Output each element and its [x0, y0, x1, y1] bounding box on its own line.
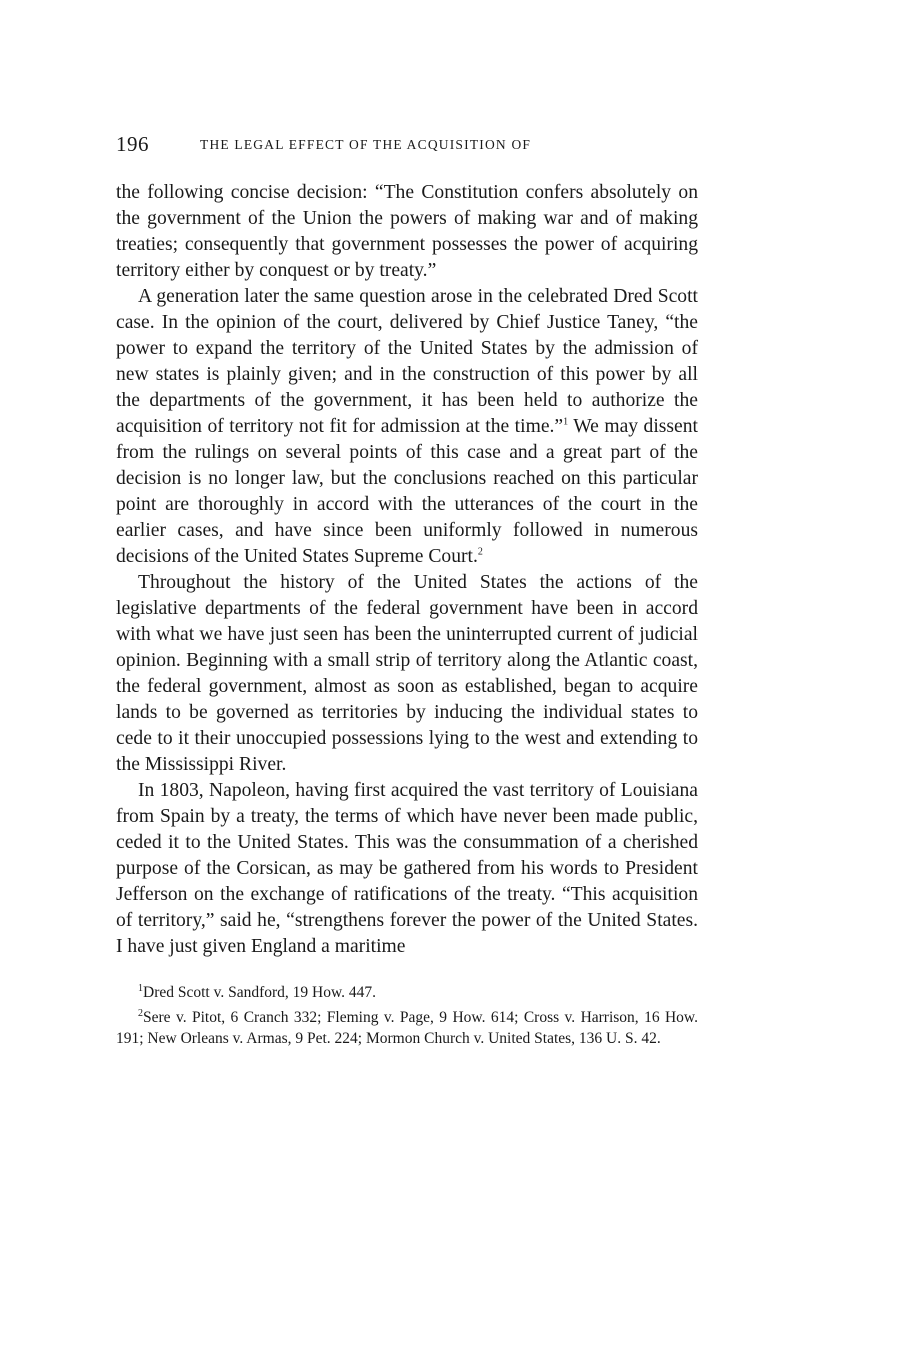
- book-page: [116, 128, 698, 1053]
- footnote-number: 1: [138, 982, 143, 994]
- footnotes: [116, 982, 698, 1049]
- page-number: 196: [116, 132, 149, 156]
- footnote-mark: 1: [563, 416, 569, 428]
- paragraph-text: the following concise decision: “The Constitution confers absolutely on the government of the Union the powers of making war and of making treaties; consequently that government possesses the power of acquiring territory either by conquest or by treaty.”: [116, 182, 698, 281]
- body-text: [116, 180, 698, 960]
- footnote-mark: 2: [477, 546, 483, 558]
- paragraph-continuation: [116, 180, 698, 284]
- footnote: [116, 982, 698, 1003]
- running-head: [116, 128, 698, 158]
- footnote: [116, 1007, 698, 1049]
- paragraph-legislative-history: [116, 570, 698, 778]
- footnote-text: Sere v. Pitot, 6 Cranch 332; Fleming v. Page, 9 How. 614; Cross v. Harrison, 16 How. 191; New Orleans v. Armas, 9 Pet. 224; Mormon Church v. United States, 136 U. S. 42.: [116, 1009, 698, 1047]
- paragraph-text: Throughout the history of the United States the actions of the legislative departments of the federal government have been in accord with what we have just seen has been the uninterrupted current of judicial opinion. Beginning with a small strip of territory along the Atlantic coast, the federal government, almost as soon as established, began to acquire lands to be governed as territories by inducing the individual states to cede to it their unoccupied possessions lying to the west and extending to the Mississippi River.: [116, 572, 698, 775]
- paragraph-text: We may dissent from the rulings on several points of this case and a great part of the decision is no longer law, but the conclusions reached on this particular point are thoroughly in accord with the utterances of the court in the earlier cases, and have since been uniformly followed in numerous decisions of the United States Supreme Court.: [116, 416, 698, 567]
- footnote-number: 2: [138, 1007, 143, 1019]
- running-title: THE LEGAL EFFECT OF THE ACQUISITION OF: [200, 137, 532, 152]
- paragraph-text: A generation later the same question arose in the celebrated Dred Scott case. In the opinion of the court, delivered by Chief Justice Taney, “the power to expand the territory of the United States by the admission of new states is plainly given; and in the construction of this power by all the departments of the government, it has been held to authorize the acquisition of territory not fit for admission at the time.”: [116, 286, 698, 437]
- paragraph-text: In 1803, Napoleon, having first acquired the vast territory of Louisiana from Spain by a treaty, the terms of which have never been made public, ceded it to the United States. This was the consummation of a cherished purpose of the Corsican, as may be gathered from his words to President Jefferson on the exchange of ratifications of the treaty. “This acquisition of territory,” said he, “strengthens forever the power of the United States. I have just given England a maritime: [116, 780, 698, 957]
- paragraph-louisiana: [116, 778, 698, 960]
- paragraph-dred-scott: [116, 284, 698, 570]
- footnote-text: Dred Scott v. Sandford, 19 How. 447.: [143, 984, 377, 1001]
